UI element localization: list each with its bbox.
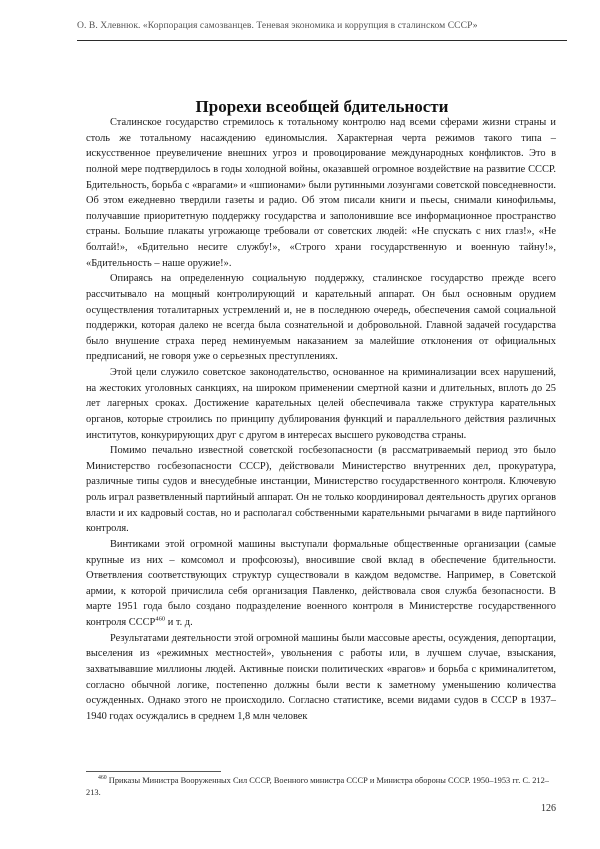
paragraph-with-footnote (86, 537, 556, 631)
paragraph: Помимо печально известной советской госбезопасности (в рассматриваемый период это было Министерство госбезопасности СССР), действовали Министерство внутренних дел, прокуратура, различные типы судов и внесудебные инстанции, Министерство государственного контроля. Ключевую роль играл разветвленный партийный аппарат. Он не только координировал деятельность других органов власти и их кадровый состав, но и располагал собственными карательными рычагами в виде партийного контроля. (86, 445, 556, 535)
paragraph-tail: и т. д. (165, 617, 193, 628)
footnote-rule (86, 771, 221, 772)
paragraph-text: Винтиками этой огромной машины выступали формальные общественные организации (самые крупные из них – комсомол и профсоюзы), вносившие свой вклад в обеспечение бдительности. Ответвления соответствующих структур существовали в каждом ведомстве. Например, в Советской армии, к которой причислила себя организация Павленко, действовала своя служба безопасности. В марте 1951 года было создано подразделение военного контроля в Министерстве государственного контроля СССР (86, 538, 556, 628)
paragraph: Сталинское государство стремилось к тотальному контролю над всеми сферами жизни страны и столь же тотальному насаждению единомыслия. Характерная черта режимов такого типа – искусственное преувеличение внешних угроз и провоцирование международных конфликтов. Это в полной мере подтвердилось в годы холодной войны, оказавшей огромное воздействие на развитие СССР. Бдительность, борьба с «врагами» и «шпионами» были рутинными лозунгами советской повседневности. Об этом ежедневно твердили газеты и радио. Об этом писали книги и пьесы, снимали кинофильмы, получавшие приоритетную поддержку государства и заполонившие все информационное пространство страны. Большие плакаты угрожающе требовали от советских людей: «Не спускать с них глаз!», «Не болтай!», «Бдительно несите службу!», «Строго храни государственную и военную тайну!», «Бдительность – наше оружие!». (86, 117, 556, 269)
footnote-text: Приказы Министра Вооруженных Сил СССР, Военного министра СССР и Министра обороны СССР. 1950–1953 гг. С. 212–213. (86, 776, 549, 797)
footnote-number: 460 (98, 775, 107, 782)
page-number: 126 (541, 803, 556, 814)
footnote-reference[interactable]: 460 (155, 615, 166, 623)
paragraph: Результатами деятельности этой огромной машины были массовые аресты, осуждения, депортации, выселения из «режимных местностей», увольнения с работы или, в лучшем случае, взыскания, захватывавшие миллионы людей. Активные поиски политических «врагов» и борьба с криминалитетом, согласно обычной логике, постепенно должны были вести к заметному уменьшению количества осужденных. Однако этого не происходило. Согласно статистике, всеми видами судов в СССР в 1937–1940 годах осуждались в среднем 1,8 млн человек (86, 632, 556, 722)
header-rule (77, 40, 567, 41)
paragraph: Опираясь на определенную социальную поддержку, сталинское государство прежде всего рассчитывало на мощный контролирующий и карательный аппарат. Он был основным орудием осуществления тоталитарных устремлений и, не в последнюю очередь, обеспечения самой социальной поддержки, которая далеко не всегда была сознательной и добровольной. Главной задачей государства было внушение страха перед неминуемым наказанием за малейшие отклонения от официальных предписаний, не говоря уже о серьезных преступлениях. (86, 273, 556, 363)
footnote (86, 775, 556, 799)
paragraph: Этой цели служило советское законодательство, основанное на криминализации всех нарушений, на жестоких уголовных санкциях, на широком применении смертной казни и длительных, вплоть до 25 лет лагерных сроках. Достижение карательных целей обеспечивала также структура карательных органов, которые строились по принципу дублирования функций и параллельного действия различных институтов, конкурирующих друг с другом в интересах высшего руководства страны. (86, 367, 556, 441)
body-text (86, 115, 556, 724)
chapter-title: Прорехи всеобщей бдительности (195, 97, 449, 117)
running-header: О. В. Хлевнюк. «Корпорация самозванцев. Теневая экономика и коррупция в сталинском СССР» (77, 20, 478, 31)
